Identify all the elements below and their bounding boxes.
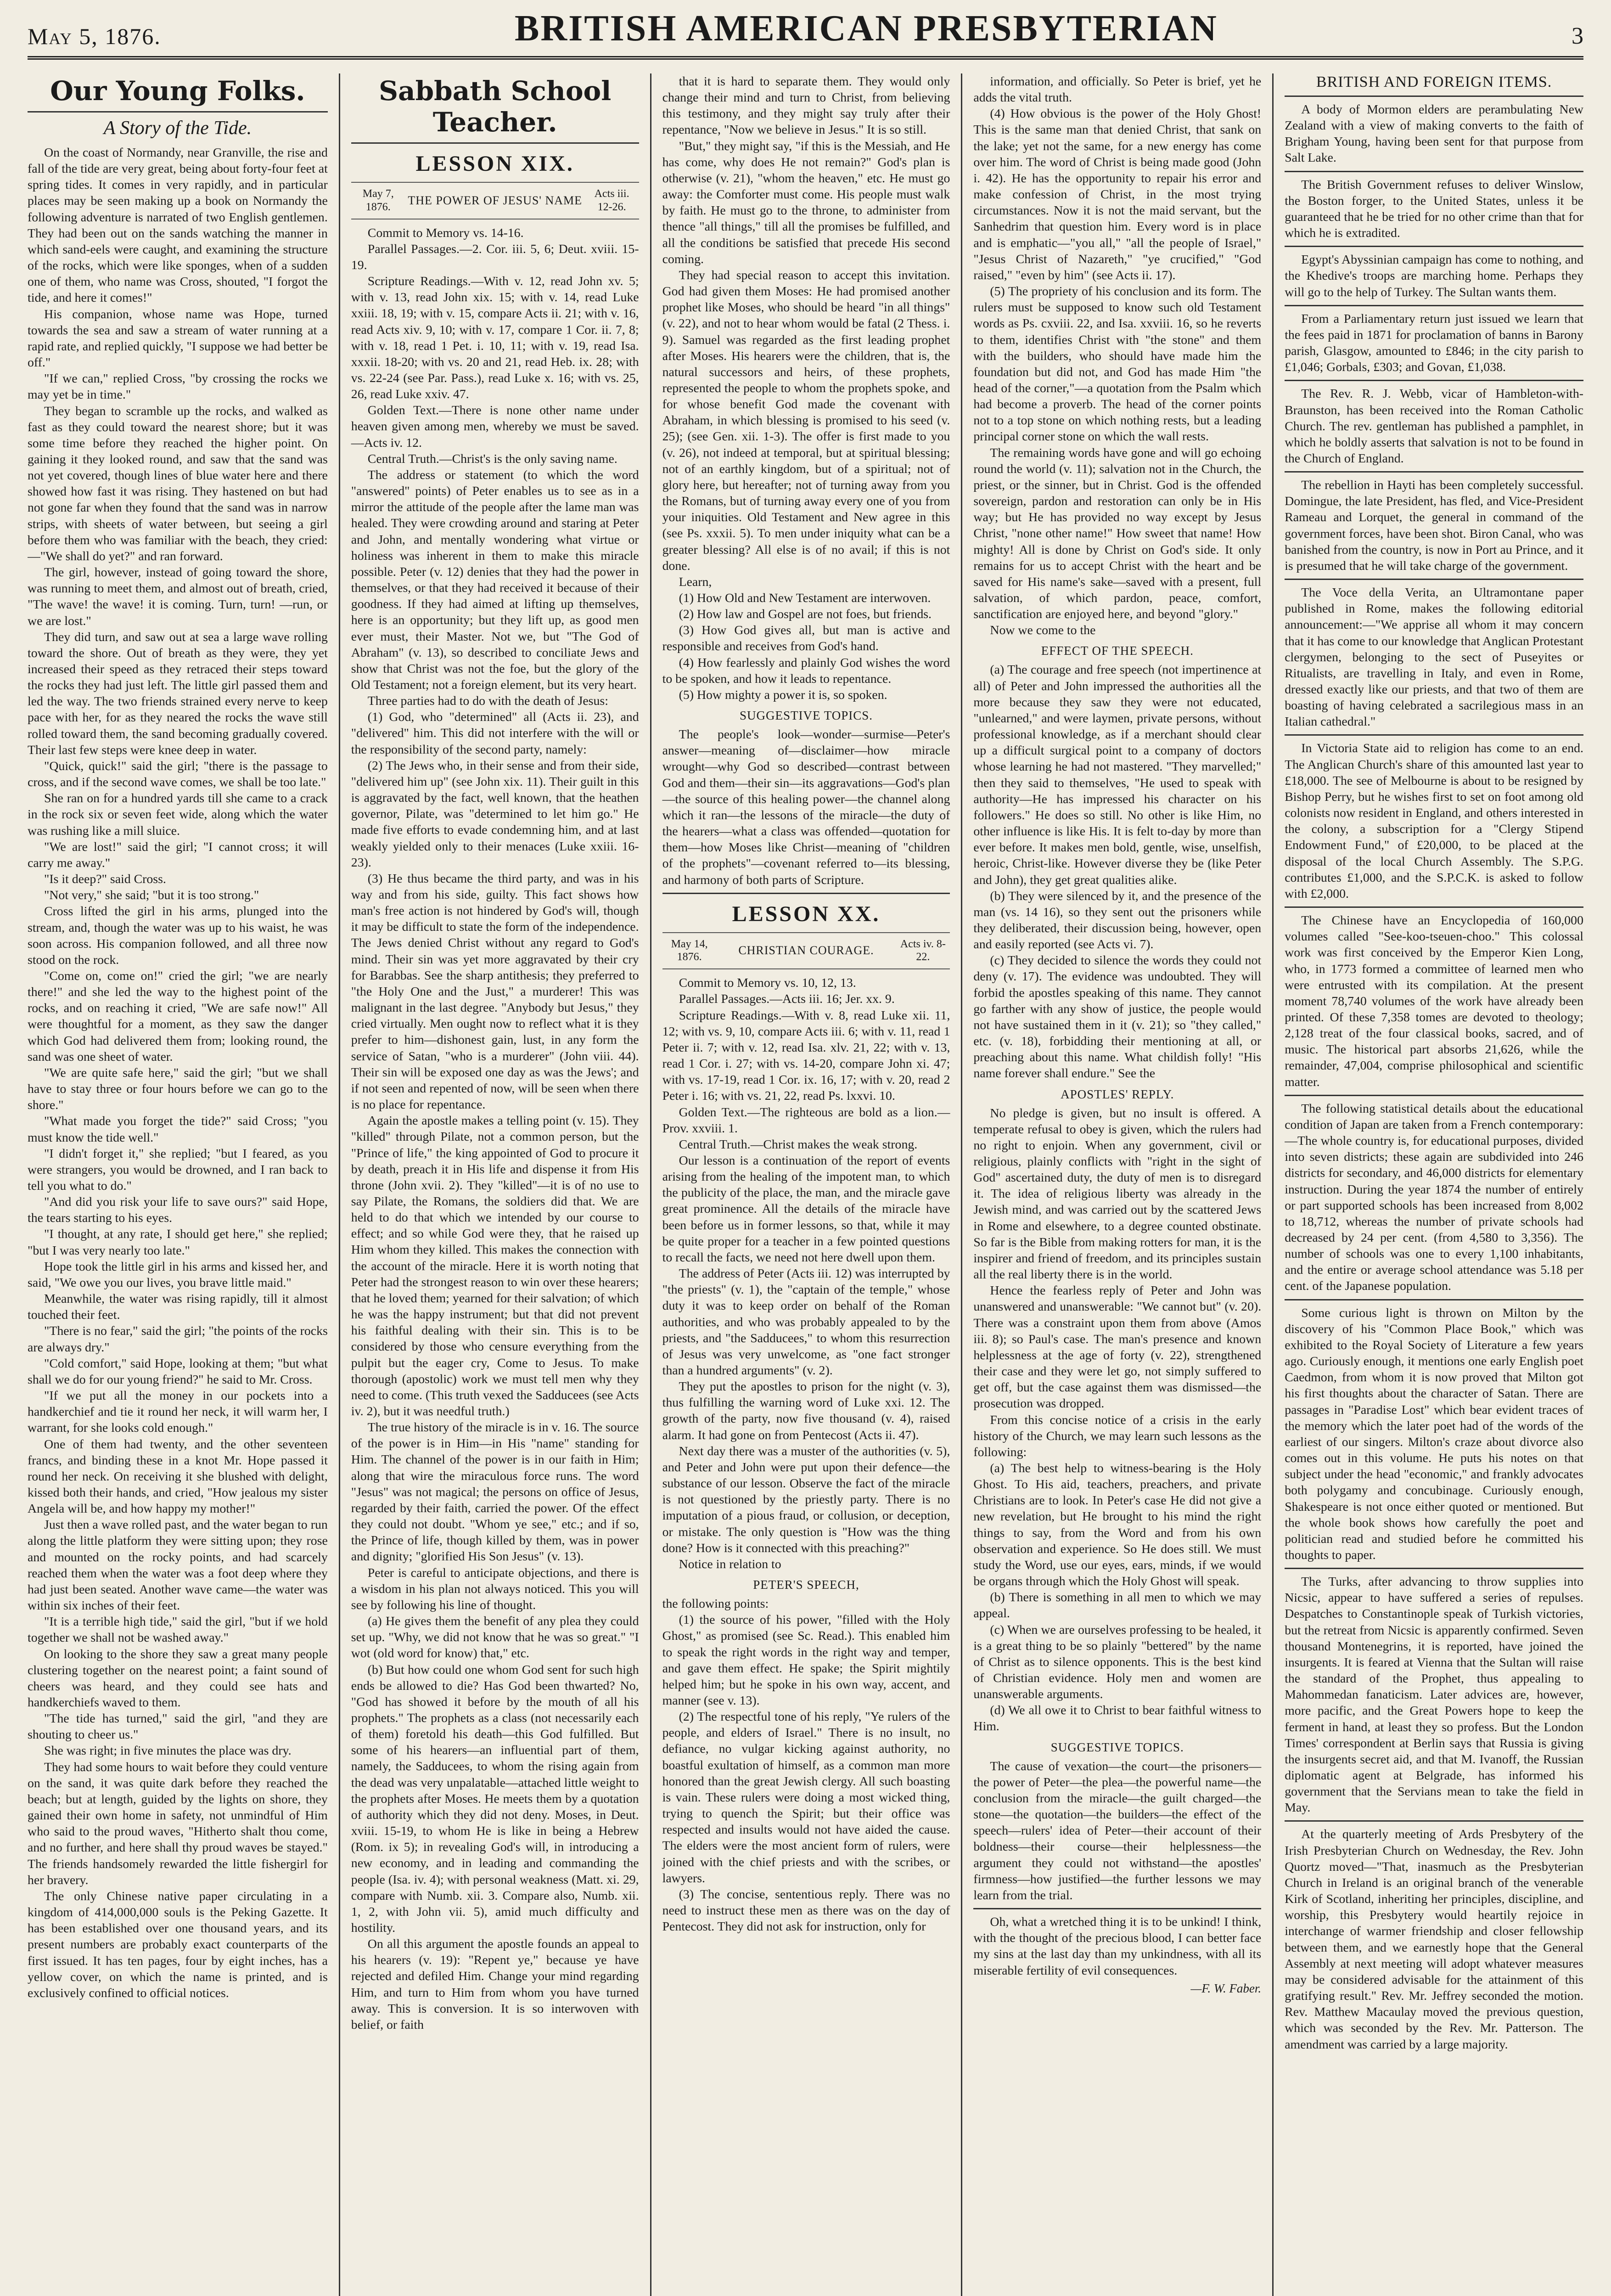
lesson-reference: Acts iv. 8-22. — [900, 938, 946, 963]
paragraph: "The tide has turned," said the girl, "and they are shouting to cheer us." — [28, 1711, 328, 1742]
paragraph: Commit to Memory vs. 14-16. — [367, 225, 524, 240]
story-body — [28, 145, 328, 2001]
paragraph: Learn, — [679, 574, 712, 589]
paragraph: They had special reason to accept this invitation. God had given them Moses: He had promised another prophet like Moses, who should be heard "in all things" (v. 22), and not to hear whom would be fatal (2 Thess. i. 9). Samuel was regarded as the first leading prophet after Moses. His hearers were the children, that is, the natural successors and heirs, of these prophets, represented the people to whom the prophets spoke, and for whose benefit God made the covenant with Abraham, in which blessing is promised to his seed (v. 25); (see Gen. xii. 1-3). The offer is first made to you (v. 26), not indeed at temporal, but at spiritual blessing; not of an earthly kingdom, but of a spiritual; not of glory here, but hereafter; not of turning away from you the Romans, but of turning away every one of you from your iniquities. Old Testament and New agree in this (see Ps. xxxii. 5). To men under iniquity what can be a greater blessing? All else is of no avail; if this is not done. — [662, 268, 950, 573]
column-lesson-continued-2 — [961, 73, 1272, 2296]
paragraph: "Cold comfort," said Hope, looking at them; "but what shall we do for our young friend?" he said to Mr. Cross. — [28, 1356, 328, 1387]
news-item: The Voce della Verita, an Ultramontane paper published in Rome, makes the following editorial announcement:—"We apprise all whom it may concern that it has come to our knowledge that Anglican Protestant clergymen, belonging to the sect of Puseyites or Ritualists, are travelling in Italy, and even in Rome, dressed exactly like our priests, and that two of them are boasting of having celebrated a sacrilegious mass in an Italian cathedral." — [1285, 585, 1583, 729]
paragraph: Next day there was a muster of the authorities (v. 5), and Peter and John were put upon their defence—the substance of our lesson. Observe the fact of the miracle is not questioned by the priestly party. There is no imputation of a pious fraud, or collusion, or deception, or mistake. The only question is "How was the thing done? How is it connected with this preaching?" — [662, 1444, 950, 1555]
paragraph: (c) They decided to silence the words they could not deny (v. 17). The evidence was undoubted. They will forbid the apostles speaking of this name. They cannot go farther with any show of justice, the people would not have sustained them in it (v. 21); so "they called," etc. (v. 18), forbidding their mentioning at all, or preaching about this name. What childish folly! "His name forever shall endure." See the — [973, 953, 1262, 1081]
paragraph: (2) How law and Gospel are not foes, but friends. — [679, 607, 932, 622]
paragraph: "But," they might say, "if this is the Messiah, and He has come, why does He not remain?" God's plan is otherwise (v. 21), "whom the heaven," etc. He must go away: the Comforter must come. His people must walk by faith. He must go to the throne, to administer from thence "all things," till all the promises be fulfilled, and all the conditions be satisfied that precede His second coming. — [662, 139, 950, 266]
paragraph: Commit to Memory vs. 10, 12, 13. — [679, 976, 856, 990]
page-number: 3 — [1572, 23, 1583, 49]
news-item: From a Parliamentary return just issued we learn that the fees paid in 1871 for proclamation of banns in Barony parish, Glasgow, amounted to £846; in the city parish to £1,046; Gorbals, £303; and Govan, £1,038. — [1285, 311, 1583, 375]
paragraph: (a) The courage and free speech (not impertinence at all) of Peter and John impressed the authorities all the more because they saw they were not educated, "unlearned," and were laymen, private persons, without professional knowledge, as if a merchant should clear up a difficult surgical point to a company of doctors whose learning he had not mastered. "They marvelled;" then they said to themselves, "He used to speak with authority—He has impressed his character on his followers." He does so still. No other is like Him, no other influence is like His. It is felt to-day by more than ever before. It makes men bold, gentle, wise, unselfish, heroic, Christ-like. However diverse they be (like Peter and John), they get great qualities alike. — [973, 663, 1262, 887]
lesson-title: LESSON XX. — [732, 901, 881, 926]
paragraph: Our lesson is a continuation of the report of events arising from the healing of the impotent man, to which the publicity of the place, the man, and the miracle gave great prominence. All the details of the miracle have been before us in former lessons, so that, while it may be quite proper for a teacher in a few pointed questions to recall the facts, we need not here dwell upon them. — [662, 1153, 950, 1265]
section-heading: Our Young Folks. — [50, 75, 305, 107]
divider — [1285, 305, 1583, 306]
paragraph: Just then a wave rolled past, and the water began to run along the little platform they were sitting upon; they rose and mounted on the rocky points, and had scarcely reached them when the water was a foot deep where they had just been seated. Another wave came—the water was within six inches of their feet. — [28, 1518, 328, 1613]
divider — [1285, 1095, 1583, 1096]
masthead — [28, 9, 1583, 60]
issue-date: May 5, 1876. — [28, 23, 161, 49]
divider — [1285, 734, 1583, 736]
paragraph: The true history of the miracle is in v. 16. The source of the power is in Him—in His "name" standing for Him. The channel of the power is in our faith in Him; along that wire the miraculous force runs. The word "Jesus" was not magical; the persons on office of Jesus, regarded by their faith, carried the power. Of the effect they could not doubt. "Whom ye see," etc.; and if so, the Prince of life, though killed by them, was in power and dignity; "glorified His Son Jesus" (v. 13). — [351, 1420, 639, 1564]
section-heading: Sabbath School Teacher. — [379, 75, 612, 138]
paragraph: Now we come to the — [990, 623, 1096, 638]
divider — [662, 893, 950, 894]
paragraph: From this concise notice of a crisis in the early history of the Church, we may learn such lessons as the following: — [973, 1412, 1262, 1459]
paragraph: One of them had twenty, and the other seventeen francs, and binding these in a knot Mr. Hope passed it round her neck. On receiving it she blushed with delight, kissed both their hands, and cried, "How jealous my sister Angela will be, and how happy my mother!" — [28, 1437, 328, 1516]
paragraph: Oh, what a wretched thing it is to be unkind! I think, with the thought of the precious blood, I can better face my sins at the last day than my unkindness, with all its miserable fertility of evil consequences. — [973, 1915, 1262, 1978]
paragraph: No pledge is given, but no insult is offered. A temperate refusal to obey is given, which the rulers had no right to enjoin. When any government, civil or religious, plainly conflicts with "right in the sight of God" ascertained duty, the duty of men is to disregard it. The idea of religious liberty was already in the Jewish mind, and was carried out by the scattered Jews in Rome and elsewhere, to a degree counted obstinate. So far is the Bible from making rotters for man, it is the inspirer and friend of freedom, and its principles sustain all the real liberty there is in the world. — [973, 1106, 1262, 1282]
news-item: The following statistical details about the educational condition of Japan are taken from a French contemporary:—The whole country is, for educational purposes, divided into seven districts; these again are subdivided into 246 districts for secondary, and 46,000 districts for elementary instruction. During the year 1874 the number of entirely or part supported schools has been increased from 8,002 to 18,712, whereas the number of private schools had decreased by 24 per cent. (from 4,580 to 3,356). The number of schools was one to every 1,100 inhabitants, and the entire or average school attendance was 5.18 per cent. of the Japanese population. — [1285, 1101, 1583, 1294]
column-young-folks — [28, 73, 339, 2296]
paragraph: (3) He thus became the third party, and was in his way and from his side, guilty. This fact shows how man's free action is not hindered by God's will, though it may be difficult to state the form of the independence. The Jews denied Christ without any regard to God's mind. Their sin was yet more aggravated by their cry for Barabbas. See the sharp antithesis; they preferred to "the Holy One and the Just," a murderer! This was malignant in the last degree. "Anybody but Jesus," they cried virtually. Men ought now to reflect what it is they prefer to him—dishonest gain, lust, in any form the service of Satan, "who is a murderer" (John viii. 44). Their sin will be exposed one day as was the Jews'; and if not seen and repented of now, will be seen when there is no place for repentance. — [351, 871, 639, 1112]
paragraph: information, and officially. So Peter is brief, yet he adds the vital truth. — [973, 74, 1262, 105]
apostles-reply-heading: APOSTLES' REPLY. — [1061, 1087, 1174, 1101]
paragraph: that it is hard to separate them. They would only change their mind and turn to Christ, from believing this testimony, and they might say truly after their repentance, "Now we believe in Jesus." It is so still. — [662, 74, 950, 137]
lesson-topic: THE POWER OF JESUS' NAME — [408, 193, 583, 207]
paragraph: (1) God, who "determined" all (Acts ii. 23), and "delivered" him. This did not interfere with the will or the responsibility of the second party, namely: — [351, 710, 639, 757]
paragraph: The address or statement (to which the word "answered" points) of Peter enables us to see as in a mirror the attitude of the people after the lame man was healed. They were crowding around and staring at Peter and John, and mentally wondering what virtue or holiness was inherent in them to make this miracle possible. Peter (v. 12) denies that they had the power in themselves, or that they had received it because of their goodness. If they had aimed at lifting up themselves, here is an opportunity; but they lift up, as good men ever must, their Master. Not we, but "The God of Abraham" (v. 13), so described to conciliate Jews and show that Christ was not the foe, but the glory of the Old Testament; not a foreign element, but its very heart. — [351, 467, 639, 692]
paragraph: (5) How mighty a power it is, so spoken. — [679, 687, 887, 702]
divider — [28, 111, 328, 113]
suggestive-topics-heading: SUGGESTIVE TOPICS. — [1050, 1740, 1184, 1754]
paragraph: the following points: — [662, 1597, 769, 1611]
news-item: In Victoria State aid to religion has come to an end. The Anglican Church's share of this amounted last year to £18,000. The see of Melbourne is about to be resigned by Bishop Perry, but he wishes first to set on foot among old colonists now resident in England, and others interested in the colony, a subscription for a "Clergy Stipend Endowment Fund," of £20,000, to be placed at the disposal of the local Church Assembly. The S.P.G. contributes £1,000, and the S.P.C.K. is asked to follow with £2,000. — [1285, 741, 1583, 901]
newspaper-title: BRITISH AMERICAN PRESBYTERIAN — [515, 8, 1218, 49]
paragraph: (b) But how could one whom God sent for such high ends be allowed to die? Has God been thwarted? No, "God has showed it before by the mouth of all his prophets." The prophets as a class (not necessarily each of them) foretold his death—this God fulfilled. But some of his hearers—an influential part of them, namely, the Sadducees, to whom the rising again from the dead was very unpalatable—attached little weight to the prophets after Moses. He meets them by a quotation of authority which they did not deny. Moses, in Deut. xviii. 15-19, to whom He is like in being a Hebrew (Rom. ix 5); in revealing God's will, in introducing a new economy, and in leading and commanding the people (Isa. iv. 4); with personal weakness (Matt. xi. 29, compare with Numb. xii. 3. Compare also, Numb. xii. 1, 2, with John vii. 5), amid much difficulty and hostility. — [351, 1662, 639, 1935]
paragraph: (b) There is something in all men to which we may appeal. — [973, 1590, 1262, 1621]
paragraph: Again the apostle makes a telling point (v. 15). They "killed" through Pilate, not a common person, but the "Prince of life," the king appointed of God to procure it by death, preach it in His life and dispense it from His throne (John xvii. 2). They "killed"—it is of no use to say Pilate, the Romans, the soldiers did that. We are held to do that which we intended by our course to effect; and so while God were they, that he raised up Him whom they killed. This makes the connection with the account of the miracle. Here it is worth noting that Peter had the strongest reason to win over these hearers; that he loved them; yearned for their salvation; of which he was the happy instrument; but that did not prevent his faithful dealing with their sin. This is to be considered by those who censure everything from the pulpit but the eager cry, Come to Jesus. To make thorough (apostolic) work we must tell men why they need to come. (This truth vexed the Sadducees (see Acts iv. 2), but it was needful truth.) — [351, 1114, 639, 1418]
suggestive-topics-heading: SUGGESTIVE TOPICS. — [739, 709, 873, 723]
paragraph: Scripture Readings.—With v. 8, read Luke xii. 11, 12; with vs. 9, 10, compare Acts iii. 6; with v. 11, read 1 Peter ii. 7; with v. 12, read Isa. xlv. 21, 22; with v. 13, read 1 Cor. i. 27; with vs. 14-20, compare John xi. 47; with vs. 17-19, read 1 Cor. ix. 16, 17; with v. 20, read 2 Peter i. 16; with vs. 21, 22, read Ps. lxxvi. 10. — [662, 1008, 950, 1103]
paragraph: They began to scramble up the rocks, and walked as fast as they could toward the nearest shore; but it was some time before they reached the higher point. On gaining it they looked round, and saw that the sand was not yet covered, though lines of blue water here and there showed how fast it was rising. They hastened on but had not gone far when they found that the sand was in narrow strips, with sheets of water between, but seeing a girl before them who was familiar with the beach, they cried:—"We shall do yet?" and ran forward. — [28, 404, 328, 563]
lesson-topic: CHRISTIAN COURAGE. — [738, 944, 874, 957]
paragraph: (c) When we are ourselves professing to be healed, it is a great thing to be so plainly "bettered" by the name of Christ as to silence opponents. This is the best kind of Christian evidence. Holy men and women are unanswerable arguments. — [973, 1622, 1262, 1702]
lesson-reference: Acts iii. 12-26. — [594, 188, 629, 213]
lesson-title: LESSON XIX. — [415, 152, 574, 176]
paragraph: "We are quite safe here," said the girl; "but we shall have to stay three or four hours before we can go to the shore." — [28, 1065, 328, 1113]
paragraph: On the coast of Normandy, near Granville, the rise and fall of the tide are very great, being about forty-four feet at spring tides. It comes in very rapidly, and in particular places may be seen making up a book on Normandy the following adventure is narrated of two English gentlemen. They had been out on the sands watching the manner in which sand-eels were caught, and examining the structure of the rocks, which were like sponges, when of a sudden one of them, who name was Cross, shouted, "I forgot the tide, and here it comes!" — [28, 146, 328, 305]
paragraph: The only Chinese native paper circulating in a kingdom of 414,000,000 souls is the Peking Gazette. It has been established over one thousand years, and its present numbers are probably exact counterparts of the first issued. It has ten pages, four by eight inches, has a yellow cover, on which the name is printed, and is exclusively confined to official notices. — [28, 1889, 328, 2000]
news-item: Some curious light is thrown on Milton by the discovery of his "Common Place Book," which was exhibited to the Royal Society of Literature a few years ago. Curiously enough, it mentions one early English poet Caedmon, from whom it is now proved that Milton got his first thoughts about the character of Satan. There are passages in "Paradise Lost" which bear evident traces of the memory which the later poet had of the words of the earliest of our singers. Milton's craze about divorce also comes out in this volume. He puts his notes on that subject under the head "economic," and frankly advocates both polygamy and concubinage. Curiously enough, Shakespeare is not once either quoted or mentioned. But the whole book shows how carefully the poet and politician read and studied before he committed his thoughts to paper. — [1285, 1306, 1583, 1562]
paragraph: "Come on, come on!" cried the girl; "we are nearly there!" and she led the way to the highest point of the rocks, and on reaching it cried, "We are safe now!" All were thoughtful for a moment, as they saw the danger which God had delivered them from; looking round, the sand was one sheet of water. — [28, 968, 328, 1064]
paragraph: (d) We all owe it to Christ to bear faithful witness to Him. — [973, 1703, 1262, 1734]
paragraph: "It is a terrible high tide," said the girl, "but if we hold together we shall not be washed away." — [28, 1615, 328, 1645]
paragraph: (3) How God gives all, but man is active and responsible and receives from God's hand. — [662, 623, 950, 654]
paragraph: (4) How obvious is the power of the Holy Ghost! This is the same man that denied Christ, that sank on the lake; yet not the same, for a new energy has come over him. The word of Christ is being made good (John i. 42). He has the opportunity to repair his error and make confession of Christ, in the most trying circumstances. Now it is not the maid servant, but the Sanhedrim that question him. Every word is in place and is emphatic—"you all," "all the people of Israel," "Jesus Christ of Nazareth," "ye crucified," "God raised," "even by him" (see Acts ii. 17). — [973, 107, 1262, 282]
paragraph: (a) The best help to witness-bearing is the Holy Ghost. To His aid, teachers, preachers, and private Christians are to look. In Peter's case He did not give a new revelation, but He brought to his mind the right things to say, from the Word and from his own observation and experience. So He does still. We must study the Word, use our eyes, ears, minds, if we would be organs through which the Holy Ghost will speak. — [973, 1461, 1262, 1589]
paragraph: His companion, whose name was Hope, turned towards the sea and saw a stream of water running at a rapid rate, and replied quickly, "I suppose we had better be off." — [28, 307, 328, 370]
paragraph: They did turn, and saw out at sea a large wave rolling toward the shore. Out of breath as they were, they yet increased their speed as they retraced their steps toward the rocks they had just left. The little girl passed them and led the way. The two friends strained every nerve to keep pace with her, for as they neared the rocks the wave still rolled toward them, the sand becoming gradually covered. Their last few steps were knee deep in water. — [28, 630, 328, 757]
paragraph: "We are lost!" said the girl; "I cannot cross; it will carry me away." — [28, 839, 328, 870]
paragraph: The people's look—wonder—surmise—Peter's answer—meaning of—disclaimer—how miracle wrought—why God so described—contrast between God and them—their sin—its aggravations—God's plan—the source of this healing power—the channel along which it ran—the lessons of the miracle—the duty of the hearers—what a class was offended—quotation for them—how Moses like Christ—meaning of "children of the prophets"—covenant referred to—its blessing, and harmony of both parts of Scripture. — [662, 727, 950, 887]
divider — [1285, 1299, 1583, 1300]
paragraph: Parallel Passages.—2. Cor. iii. 5, 6; Deut. xviii. 15-19. — [351, 242, 639, 272]
column-sabbath-school — [339, 73, 650, 2296]
divider — [1285, 171, 1583, 172]
paragraph: Notice in relation to — [679, 1557, 781, 1571]
news-item: The Turks, after advancing to throw supplies into Nicsic, appear to have suffered a series of repulses. Despatches to Constantinople speak of Turkish victories, but the retreat from Nicsic is apparently confirmed. Seven thousand Montenegrins, it is reported, have joined the insurgents. It is feared at Vienna that the Sultan will raise the standard of the Prophet, thus appealing to Mahommedan fanaticism. Later advices are, however, more pacific, and the Great Powers hope to keep the ferment in hand, at least they so profess. But the London Times' correspondent at Berlin says that Russia is giving the insurgents secret aid, and that M. Ivanoff, the Russian diplomatic agent at Belgrade, has informed his government that the Servians mean to take the field in May. — [1285, 1575, 1583, 1815]
paragraph: "Not very," she said; "but it is too strong." — [44, 888, 259, 903]
paragraph: Central Truth.—Christ makes the weak strong. — [679, 1137, 918, 1152]
divider — [1285, 906, 1583, 908]
lesson-meta — [662, 932, 950, 970]
paragraph: (5) The propriety of his conclusion and its form. The rulers must be supposed to know such old Testament words as Ps. cxviii. 22, and Isa. xxviii. 16, so he reverts to them, identifies Christ with "the stone" and them with the builders, who should have made him the foundation but did not, and God has made Him "the head of the corner,"—a quotation from the Psalm which had become a proverb. The head of the corner points not to a top stone on which nothing rests, but a leading principal corner stone on which the wall rests. — [973, 284, 1262, 444]
paragraph: (3) The concise, sententious reply. There was no need to instruct these men as there was on the day of Pentecost. They did not ask for instruction, only for — [662, 1887, 950, 1934]
section-heading: BRITISH AND FOREIGN ITEMS. — [1316, 73, 1552, 90]
paragraph: "Quick, quick!" said the girl; "there is the passage to cross, and if the second wave comes, we shall be too late." — [28, 759, 328, 790]
paragraph: "What made you forget the tide?" said Cross; "you must know the tide well." — [28, 1114, 328, 1145]
lesson-date: May 14, 1876. — [671, 938, 708, 963]
paragraph: Golden Text.—The righteous are bold as a lion.—Prov. xxviii. 1. — [662, 1105, 950, 1136]
divider — [1285, 579, 1583, 580]
lesson-meta — [351, 182, 639, 219]
divider — [1285, 96, 1583, 97]
divider — [351, 142, 639, 144]
paragraph: The address of Peter (Acts iii. 12) was interrupted by "the priests" (v. 1), the "captain of the temple," whose duty it was to keep order on behalf of the Roman authorities, and who was probably appealed to by the priests, and "the Sadducees," to whom this resurrection of Jesus was very unwelcome, as "one fact stronger than a hundred arguments" (v. 2). — [662, 1266, 950, 1378]
divider — [1285, 471, 1583, 473]
paragraph: The girl, however, instead of going toward the shore, was running to meet them, and almost out of breath, cried, "The wave! the wave! it is coming. Turn, turn! —run, or we are lost." — [28, 565, 328, 628]
paragraph: "If we can," replied Cross, "by crossing the rocks we may yet be in time." — [28, 371, 328, 402]
paragraph: They put the apostles to prison for the night (v. 3), thus fulfilling the warning word of Luke xxi. 12. The growth of the party, now five thousand (v. 4), raised alarm. It had gone on from Pentecost (Acts ii. 47). — [662, 1379, 950, 1442]
paragraph: On all this argument the apostle founds an appeal to his hearers (v. 19): "Repent ye," because ye have rejected and defiled Him. Change your mind regarding Him, and turn to Him from whom you have turned away. This is conversion. It is so interwoven with belief, or faith — [351, 1937, 639, 2032]
paragraph: "I thought, at any rate, I should get here," she replied; "but I was very nearly too late." — [28, 1227, 328, 1258]
divider — [1285, 246, 1583, 247]
paragraph: She was right; in five minutes the place was dry. — [44, 1744, 292, 1758]
paragraph: (2) The Jews who, in their sense and from their side, "delivered him up" (see John xix. 11). Their guilt in this is aggravated by the fact, well known, that the heathen governor, Pilate, was "determined to let him go." He made five efforts to evade condemning him, and at last weakly yielded only to their menaces (Luke xxiii. 16-23). — [351, 758, 639, 870]
lesson-date: May 7, 1876. — [362, 188, 394, 213]
paragraph: "There is no fear," said the girl; "the points of the rocks are always dry." — [28, 1324, 328, 1355]
columns — [28, 73, 1583, 2296]
divider — [1285, 1568, 1583, 1569]
paragraph: Golden Text.—There is none other name under heaven given among men, whereby we must be saved.—Acts iv. 12. — [351, 403, 639, 450]
news-item: The Chinese have an Encyclopedia of 160,000 volumes called "See-koo-tseuen-choo." This colossal work was first conceived by the Emperor Kien Long, who, in 1773 formed a committee of learned men who were entrusted with its compilation. At the present moment 78,740 volumes of the work have already been printed. Of these 7,358 tomes are devoted to theology; 2,128 treat of the four classical books, sacred, and of music. The historical part absorbs 21,626, while the remainder, 47,004, comprise philosophical and scientific matter. — [1285, 913, 1583, 1089]
news-item: The Rev. R. J. Webb, vicar of Hambleton-with-Braunston, has been received into the Roman Catholic Church. The rev. gentleman has published a pamphlet, in which he boldly asserts that salvation is not to be found in the Church of England. — [1285, 387, 1583, 466]
paragraph: "I didn't forget it," she replied; "but I feared, as you were strangers, you would be drowned, and I ran back to tell you what to do." — [28, 1146, 328, 1193]
lesson-body — [351, 225, 639, 2033]
column-lesson-continued — [650, 73, 961, 2296]
paragraph: (a) He gives them the benefit of any plea they could set up. "Why, we did not know that he was so great." "I wot (old word for know) that," etc. — [351, 1614, 639, 1661]
column-british-foreign — [1272, 73, 1583, 2296]
paragraph: (1) How Old and New Testament are interwoven. — [679, 591, 931, 605]
paragraph: Peter is careful to anticipate objections, and there is a wisdom in his plan not always noticed. This you will see by following his line of thought. — [351, 1565, 639, 1612]
effect-heading: EFFECT OF THE SPEECH. — [1041, 644, 1194, 658]
paragraph: (b) They were silenced by it, and the presence of the man (vs. 14 16), so they sent out the prisoners while they deliberated, their discussion being, however, open and easily reported (see Acts vi. 7). — [973, 889, 1262, 952]
news-item: A body of Mormon elders are perambulating New Zealand with a view of making converts to the faith of Brigham Young, having been sent for that purpose from Salt Lake. — [1285, 102, 1583, 165]
paragraph: Cross lifted the girl in his arms, plunged into the stream, and, though the water was up to his waist, he was soon across. His companion followed, and all three now stood on the rock. — [28, 904, 328, 967]
paragraph: The remaining words have gone and will go echoing round the world (v. 11); salvation not in the Church, the priest, or the sinner, but in Christ. God is the offended sovereign, pardon and restoration can only be in His way; but He has provided no way except by Jesus Christ, "none other name!" How sweet that name! How mighty! All is done by Christ on God's side. It only remains for us to accept Christ with the heart and be saved for His name's sake—saved with a present, full salvation, of which pardon, peace, comfort, sanctification are enjoyed here, and beyond "glory." — [973, 445, 1262, 622]
paragraph: They had some hours to wait before they could venture on the sand, it was quite dark before they reached the beach; but at length, guided by the lights on shore, they gained their own home in safety, not unmindful of Him who said to the proud waves, "Hitherto shalt thou come, and no further, and here shall thy proud waves be stayed." The friends handsomely rewarded the little fishergirl for her bravery. — [28, 1760, 328, 1887]
paragraph: Meanwhile, the water was rising rapidly, till it almost touched their feet. — [28, 1292, 328, 1322]
news-item: The rebellion in Hayti has been completely successful. Domingue, the late President, has fled, and Vice-President Rameau and Lorquet, the general in command of the government forces, have been shot. Biron Canal, who was banished from the country, is now in Port au Prince, and it is presumed that he will take charge of the government. — [1285, 478, 1583, 573]
news-item: At the quarterly meeting of Ards Presbytery of the Irish Presbyterian Church on Wednesday, the Rev. John Quortz moved—"That, inasmuch as the Presbyterian Church in Ireland is an original branch of the venerable Kirk of Scotland, inheriting her principles, discipline, and worship, this Presbytery would heartily rejoice in interchange of warmer friendship and closer fellowship between them, and we earnestly hope that the General Assembly at next meeting will adopt whatever measures may be considered advisable for the attainment of this gratifying result." Rev. Mr. Jeffrey seconded the motion. Rev. Matthew Macaulay moved the previous question, which was seconded by the Rev. Mr. Patterson. The amendment was carried by a large majority. — [1285, 1827, 1583, 2052]
paragraph: (1) the source of his power, "filled with the Holy Ghost," as promised (see Sc. Read.). This enabled him to speak the right words in the right way and temper, and gave them effect. He spake; the Spirit mightily helped him; but he spoke in his own way, accent, and manner (see v. 13). — [662, 1613, 950, 1708]
paragraph: Hence the fearless reply of Peter and John was unanswered and unanswerable: "We cannot but" (v. 20). There was a constraint upon them from above (Amos iii. 8); so Paul's case. The man's presence and known helplessness at the age of forty (v. 22), strengthened their case and they were let go, not simply suffered to get off, but the case against them was dismissed—the prosecution was dropped. — [973, 1283, 1262, 1411]
news-item: The British Government refuses to deliver Winslow, the Boston forger, to the United States, unless it be guaranteed that he be tried for no other crime than that for which he is extradited. — [1285, 177, 1583, 241]
paragraph: (2) The respectful tone of his reply, "Ye rulers of the people, and elders of Israel." There is no insult, no defiance, no vulgar kicking against authority, no boastful exultation of himself, as a common man more honored than the great Jewish clergy. All such boasting is vain. These rulers were doing a most wicked thing, trying to quench the Spirit; but their office was respected and insults would not have aided the cause. The elders were the most ancient form of rulers, were joined with the chief priests and with the scribes, or lawyers. — [662, 1710, 950, 1885]
paragraph: "Is it deep?" said Cross. — [44, 872, 166, 887]
paragraph: Hope took the little girl in his arms and kissed her, and said, "We owe you our lives, you brave little maid." — [28, 1259, 328, 1290]
paragraph: Scripture Readings.—With v. 12, read John xv. 5; with v. 13, read John xix. 15; with v. 14, read Luke xxiii. 18, 19; with v. 15, compare Acts ii. 21; with v. 16, read Acts xiv. 9, 10; with v. 17, compare 1 Cor. ii. 7, 8; with v. 18, read 1 Pet. i. 10, 11; with v. 19, read Isa. xxxii. 18-20; with vs. 20 and 21, read Heb. ix. 28; with vs. 22-24 (see Par. Pass.), read Luke x. 16; with vs. 25, 26, read Luke xxiv. 47. — [351, 274, 639, 402]
divider — [1285, 1820, 1583, 1822]
divider — [1285, 380, 1583, 381]
paragraph: On looking to the shore they saw a great many people clustering together on the nearest point; a faint sound of cheers was heard, and they could see hats and handkerchiefs waved to them. — [28, 1647, 328, 1710]
story-title: A Story of the Tide. — [103, 118, 252, 139]
paragraph: "If we put all the money in our pockets into a handkerchief and tie it round her neck, it will warm her, I warrant, for she looks cold enough." — [28, 1389, 328, 1435]
paragraph: Three parties had to do with the death of Jesus: — [367, 694, 608, 709]
paragraph: Central Truth.—Christ's is the only saving name. — [367, 451, 617, 466]
paragraph: Parallel Passages.—Acts iii. 16; Jer. xx. 9. — [679, 992, 895, 1007]
paragraph: She ran on for a hundred yards till she came to a crack in the rock six or seven feet wide, along which the water was rushing like a mill sluice. — [28, 791, 328, 838]
attribution: —F. W. Faber. — [1190, 1981, 1262, 1995]
paragraph: "And did you risk your life to save ours?" said Hope, the tears starting to his eyes. — [28, 1195, 328, 1226]
paragraph: (4) How fearlessly and plainly God wishes the word to be spoken, and how it leads to repentance. — [662, 655, 950, 686]
paragraph: The cause of vexation—the court—the prisoners—the power of Peter—the plea—the powerful name—the conclusion from the miracle—the guilt charged—the stone—the quotation—the builders—the effect of the speech—rulers' idea of Peter—their account of their boldness—their course—their helplessness—the argument they could not withstand—the apostles' firmness—how justified—the further lessons we may learn from the trial. — [973, 1759, 1262, 1902]
news-item: Egypt's Abyssinian campaign has come to nothing, and the Khedive's troops are marching home. Perhaps they will go to the help of Turkey. The Sultan wants them. — [1285, 253, 1583, 299]
divider — [973, 1908, 1261, 1909]
peters-speech-heading: PETER'S SPEECH, — [753, 1578, 859, 1592]
